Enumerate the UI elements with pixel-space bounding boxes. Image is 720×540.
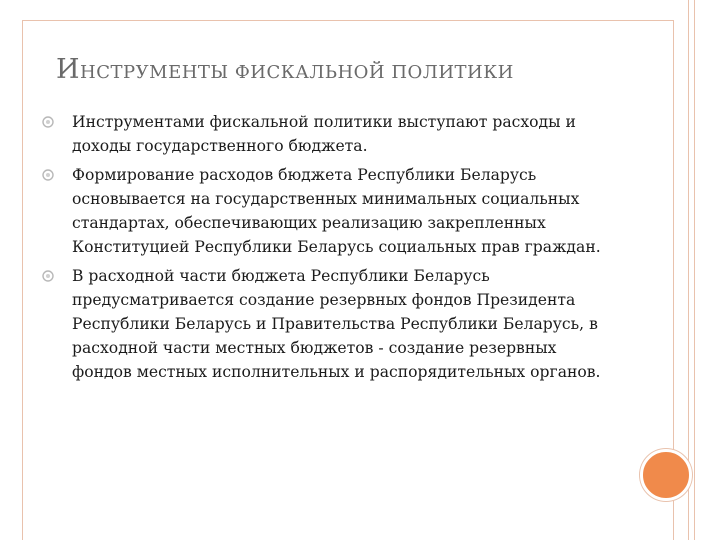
title-initial: И — [56, 54, 81, 85]
bullet-item — [40, 163, 620, 259]
circle-bullet-icon — [40, 167, 56, 183]
frame-line-right-1 — [688, 0, 689, 540]
orange-circle-icon — [640, 449, 692, 501]
bullet-item — [40, 110, 620, 158]
bullet-text: В расходной части бюджета Республики Беларусь предусматривается создание резервных фондов Президента Республики Беларусь и Правительства Республики Беларусь, в расходной части местных бюджетов - создание резервных фондов местных исполнительных и распорядительных органов. — [72, 267, 601, 381]
title-rest: НСТРУМЕНТЫ ФИСКАЛЬНОЙ ПОЛИТИКИ — [80, 62, 514, 83]
bullet-list — [40, 110, 620, 389]
bullet-text: Инструментами фискальной политики выступают расходы и доходы государственного бюджета. — [72, 113, 576, 155]
circle-bullet-icon — [40, 268, 56, 284]
slide-title — [56, 54, 514, 85]
circle-bullet-icon — [40, 114, 56, 130]
frame-line-right-2 — [694, 0, 695, 540]
bullet-text: Формирование расходов бюджета Республики Беларусь основывается на государственных минимальных социальных стандартах, обеспечивающих реализацию закрепленных Конституцией Республики Беларусь социальных прав граждан. — [72, 166, 601, 256]
bullet-item — [40, 264, 620, 384]
